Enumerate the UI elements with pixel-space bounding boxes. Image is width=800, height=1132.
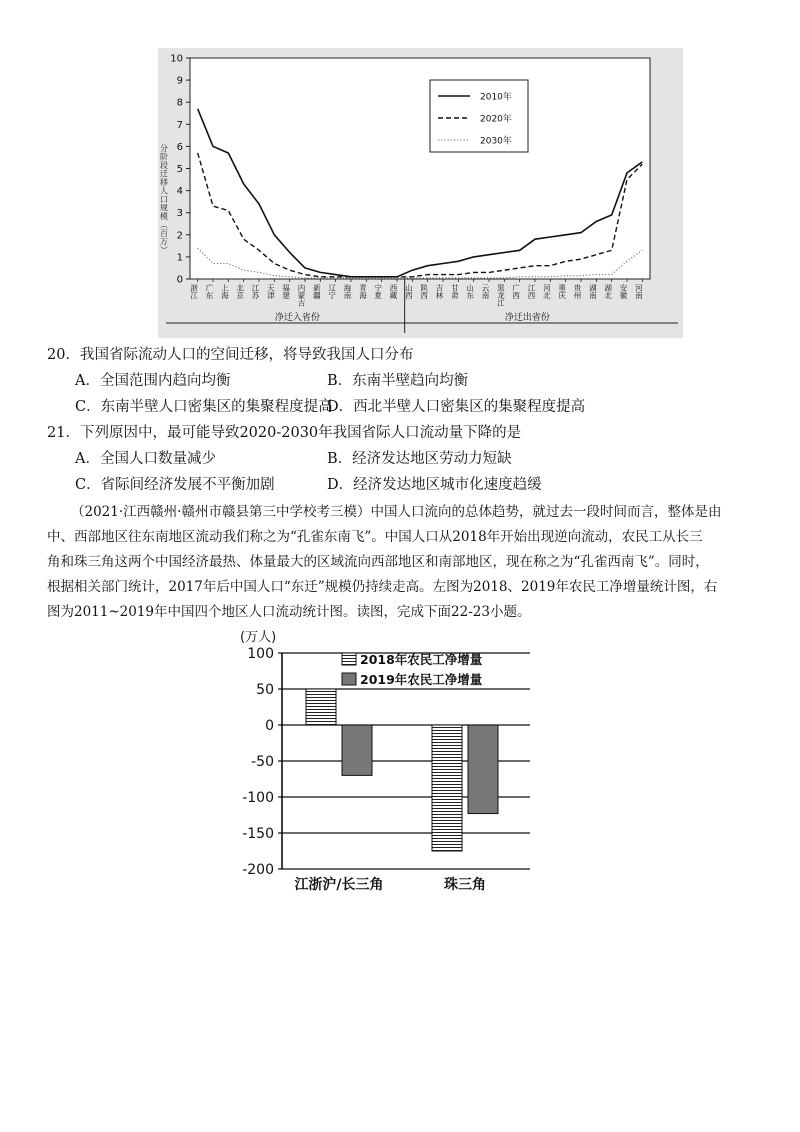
y-tick-label: -50 [251, 754, 274, 770]
category-label: 湖南 [588, 284, 598, 299]
question-20-option-b: B．东南半壁趋向均衡 [327, 373, 469, 389]
y-tick-label: 2 [176, 230, 183, 242]
question-21-option-c: C．省际间经济发展不平衡加剧 [75, 477, 275, 493]
bar-2018年农民工净增量-江浙沪/长三角 [306, 689, 336, 725]
question-20-option-c: C．东南半壁人口密集区的集聚程度提高 [75, 399, 333, 415]
y-tick-label: 4 [176, 186, 183, 198]
category-label: 山西 [404, 284, 414, 299]
category-label: 海南 [343, 284, 352, 299]
category-label: 江西 [527, 284, 536, 299]
question-21-option-a: A．全国人口数量减少 [75, 451, 216, 467]
category-label: 黑龙江 [496, 284, 506, 307]
category-label: 河南 [634, 284, 644, 299]
legend-label: 2020年 [480, 114, 512, 125]
migrant-worker-bar-chart [220, 625, 550, 895]
question-20-stem: 20．我国省际流动人口的空间迁移，将导致我国人口分布 [47, 347, 414, 363]
legend-label: 2018年农民工净增量 [360, 652, 483, 667]
y-tick-label: 8 [176, 97, 183, 109]
category-label: 江浙沪/长三角 [294, 877, 384, 893]
y-tick-label: 1 [176, 252, 183, 264]
category-label: 重庆 [557, 284, 567, 299]
passage-line: 图为2011~2019年中国四个地区人口流动统计图。读图，完成下面22-23小题。 [47, 604, 531, 620]
category-label: 内蒙古 [297, 284, 306, 307]
y-tick-label: 100 [247, 646, 274, 662]
y-tick-label: 9 [176, 75, 183, 87]
legend-label: 2019年农民工净增量 [360, 672, 483, 687]
legend-box [430, 80, 528, 152]
group-label-out: 净迁出省份 [504, 313, 550, 323]
category-label: 宁夏 [373, 284, 383, 299]
question-20-option-d: D．西北半壁人口密集区的集聚程度提高 [327, 399, 586, 415]
y-axis-unit: (万人) [240, 630, 277, 645]
category-label: 辽宁 [327, 284, 337, 299]
category-label: 广西 [511, 284, 521, 299]
category-label: 河北 [542, 284, 552, 299]
category-label: 陕西 [419, 284, 429, 299]
y-tick-label: 6 [176, 141, 183, 153]
category-label: 山东 [465, 284, 475, 299]
category-label: 安徽 [619, 284, 628, 299]
passage-line: 角和珠三角这两个中国经济最热、体量最大的区域流向西部地区和南部地区，现在称之为“孔雀西南飞”。同时， [47, 554, 709, 570]
category-label: 青海 [358, 284, 368, 299]
y-axis-label: 分阶段迁移人口规模（百万） [159, 144, 169, 255]
y-tick-label: -150 [242, 826, 274, 842]
plot-area [190, 58, 650, 279]
category-label: 江苏 [251, 284, 260, 299]
passage-line: 根据相关部门统计，2017年后中国人口“东迁”规模仍持续走高。左图为2018、2019年农民工净增量统计图，右 [47, 579, 718, 595]
migrant-worker-bar-chart-svg [220, 625, 550, 895]
bar-2019年农民工净增量-江浙沪/长三角 [342, 725, 372, 775]
category-label: 甘肃 [450, 284, 460, 299]
y-tick-label: 50 [256, 682, 274, 698]
category-label: 云南 [481, 284, 490, 299]
category-label: 北京 [235, 284, 245, 299]
passage-line: （2021·江西赣州·赣州市赣县第三中学校考三模）中国人口流向的总体趋势，就过去一段时间而言，整体是由 [71, 504, 722, 520]
group-label-in: 净迁入省份 [274, 313, 320, 323]
question-21-option-b: B．经济发达地区劳动力短缺 [327, 451, 512, 467]
legend-swatch [342, 653, 356, 665]
passage-line: 中、西部地区往东南地区流动我们称之为“孔雀东南飞”。中国人口从2018年开始出现逆向流动，农民工从长三 [47, 529, 703, 545]
category-label: 西藏 [389, 284, 398, 299]
category-label: 浙江 [189, 284, 199, 299]
legend-label: 2030年 [480, 136, 512, 147]
category-label: 珠三角 [444, 877, 486, 893]
passage [47, 500, 753, 625]
category-label: 上海 [220, 284, 230, 299]
question-21-stem: 21．下列原因中，最可能导致2020-2030年我国省际人口流动量下降的是 [47, 425, 522, 441]
y-tick-label: 7 [176, 119, 183, 131]
category-label: 湖北 [603, 284, 613, 299]
y-tick-label: 0 [176, 274, 183, 286]
migration-line-chart [158, 48, 683, 338]
question-20-option-a: A．全国范围内趋向均衡 [75, 373, 231, 389]
y-tick-label: 5 [176, 164, 183, 175]
category-label: 广东 [205, 284, 214, 299]
category-label: 贵州 [573, 284, 582, 299]
category-label: 福建 [281, 284, 291, 299]
y-tick-label: -200 [242, 862, 274, 878]
y-tick-label: 3 [176, 208, 183, 220]
category-label: 吉林 [435, 284, 444, 299]
bar-2018年农民工净增量-珠三角 [432, 725, 462, 851]
y-tick-label: 0 [265, 718, 274, 734]
migration-line-chart-svg [158, 48, 683, 338]
legend-swatch [342, 673, 356, 685]
category-label: 天津 [266, 284, 276, 299]
bar-2019年农民工净增量-珠三角 [468, 725, 498, 814]
category-label: 新疆 [312, 284, 322, 299]
y-tick-label: -100 [242, 790, 274, 806]
legend-label: 2010年 [480, 92, 512, 103]
question-21-option-d: D．经济发达地区城市化速度趋缓 [327, 477, 542, 493]
y-tick-label: 10 [170, 53, 183, 65]
